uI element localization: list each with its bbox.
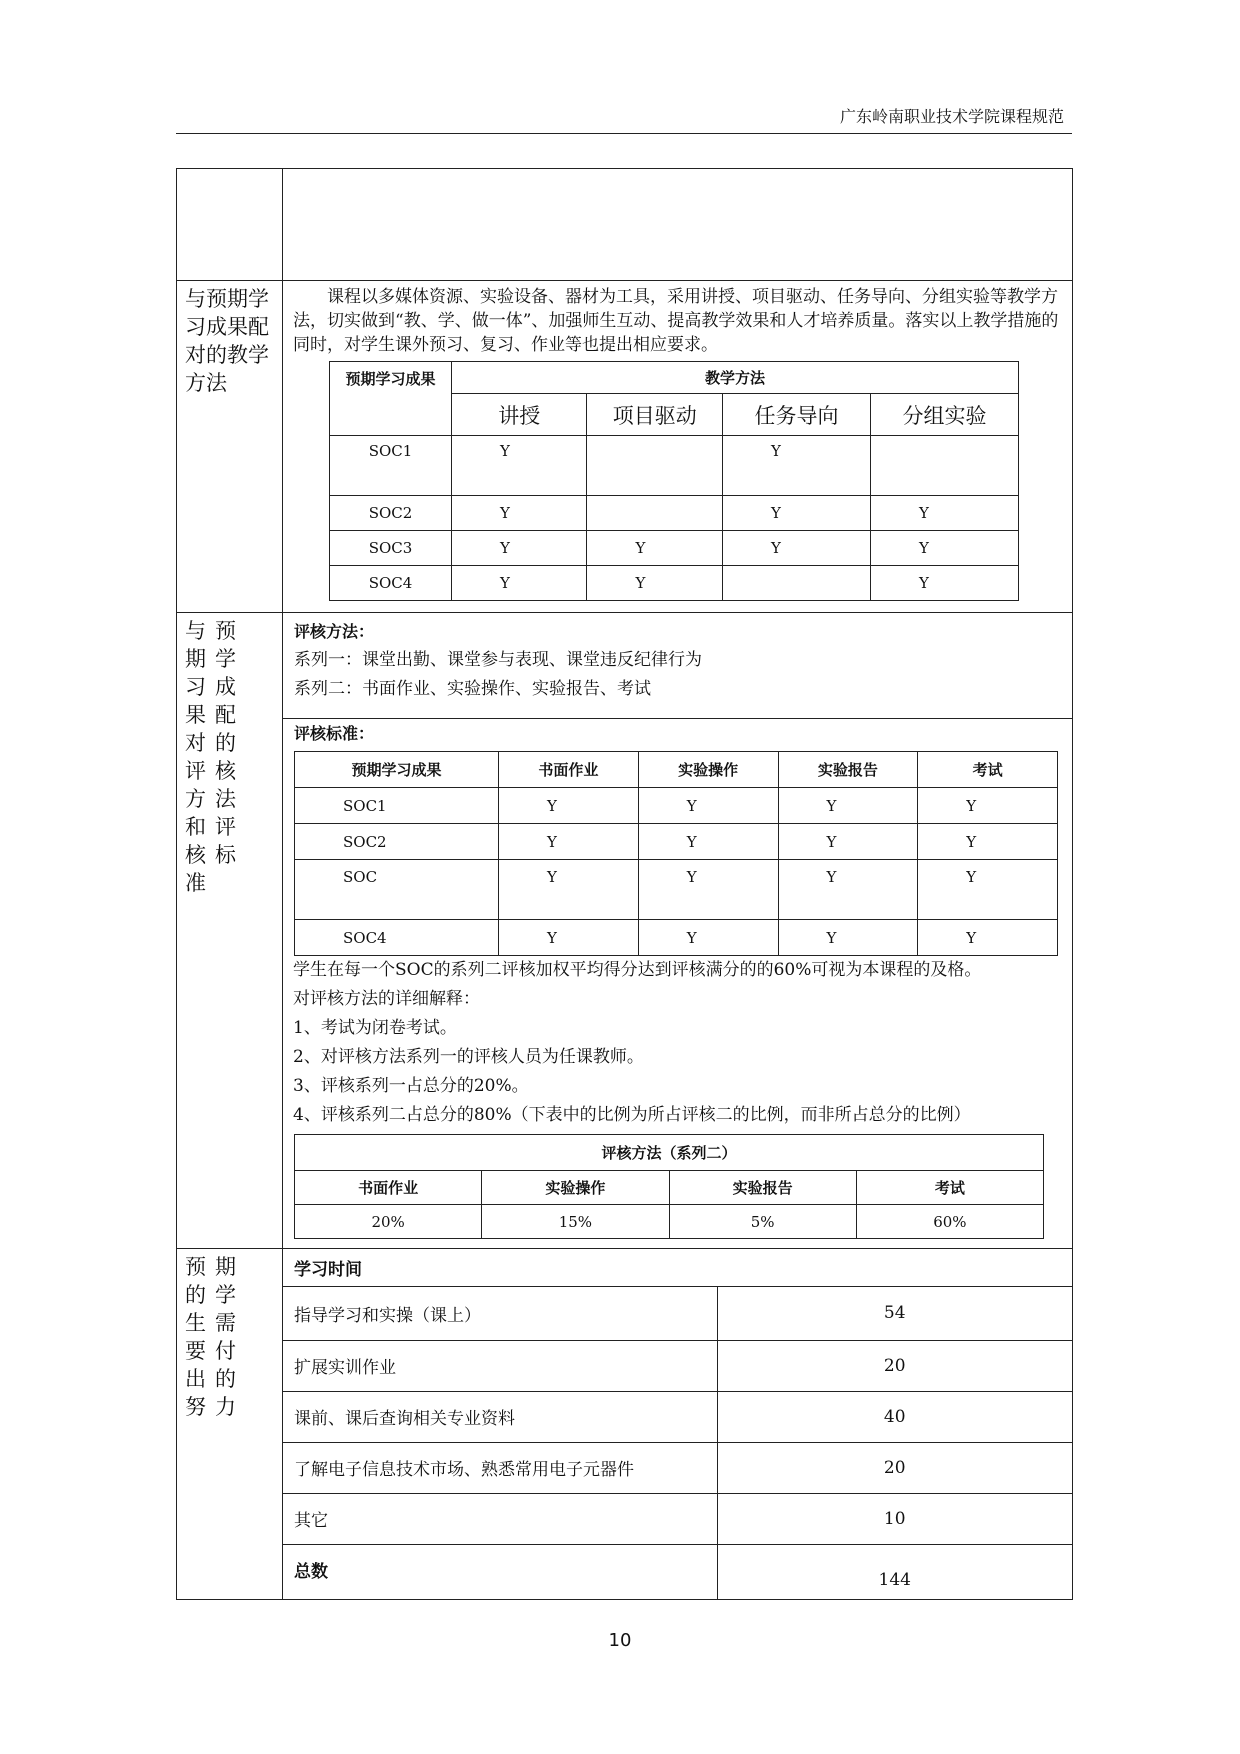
assessment-methods-row	[177, 613, 1073, 719]
soc-label: SOC1	[295, 788, 499, 824]
assessment-series-one: 系列一：课堂出勤、课堂参与表现、课堂违反纪律行为	[294, 650, 702, 670]
student-effort-label: 预期的学生需要付出的努力	[177, 1249, 283, 1600]
matrix-cell: Y	[870, 496, 1018, 531]
matrix-row	[330, 436, 1019, 496]
weight-table-title: 评核方法（系列二）	[295, 1135, 1044, 1171]
course-spec-table	[176, 168, 1073, 1600]
empty-label-cell	[177, 169, 283, 281]
method-col-header: 任务导向	[722, 394, 870, 436]
study-hours: 54	[717, 1286, 1072, 1340]
study-time-row	[283, 1391, 1072, 1442]
standard-cell: Y	[918, 860, 1058, 920]
assessment-methods-content	[283, 613, 1073, 719]
soc-label: SOC4	[330, 566, 452, 601]
assessment-note: 1、考试为闭卷考试。	[293, 1018, 457, 1038]
weight-col-header: 考试	[856, 1171, 1043, 1205]
standard-cell: Y	[778, 920, 918, 956]
standard-col-header: 实验操作	[638, 752, 778, 788]
study-time-title: 学习时间	[283, 1249, 1072, 1286]
matrix-row	[330, 496, 1019, 531]
matrix-cell: Y	[870, 566, 1018, 601]
assessment-standards-title: 评核标准：	[294, 724, 375, 743]
assessment-note: 3、评核系列一占总分的20%。	[293, 1076, 529, 1096]
assessment-series-two: 系列二：书面作业、实验操作、实验报告、考试	[294, 679, 651, 699]
matrix-cell: Y	[722, 531, 870, 566]
standard-row	[295, 824, 1058, 860]
study-item: 了解电子信息技术市场、熟悉常用电子元器件	[283, 1442, 717, 1493]
study-time-total-row	[283, 1544, 1072, 1599]
study-hours: 20	[717, 1442, 1072, 1493]
soc-label: SOC4	[295, 920, 499, 956]
matrix-cell: Y	[452, 531, 587, 566]
standard-cell: Y	[918, 788, 1058, 824]
method-col-header: 讲授	[452, 394, 587, 436]
study-item: 指导学习和实操（课上）	[283, 1286, 717, 1340]
weight-col-header: 实验报告	[669, 1171, 856, 1205]
standard-cell: Y	[778, 824, 918, 860]
student-effort-row	[177, 1249, 1073, 1600]
assessment-label: 与预期学习成果配对的评核方法和评核标准	[177, 613, 283, 1249]
weight-col-header: 书面作业	[295, 1171, 482, 1205]
standard-col-header: 书面作业	[499, 752, 639, 788]
assessment-standards-content	[283, 719, 1073, 1249]
matrix-cell: Y	[870, 531, 1018, 566]
weight-table	[294, 1134, 1044, 1239]
method-col-header: 分组实验	[870, 394, 1018, 436]
weight-value: 20%	[295, 1205, 482, 1239]
teaching-methods-matrix	[329, 361, 1019, 601]
matrix-cell: Y	[452, 436, 587, 496]
matrix-row	[330, 531, 1019, 566]
study-hours: 10	[717, 1493, 1072, 1544]
teaching-methods-paragraph: 课程以多媒体资源、实验设备、器材为工具，采用讲授、项目驱动、任务导向、分组实验等教学方法，切实做到“教、学、做一体”、加强师生互动、提高教学效果和人才培养质量。落实以上教学措施的同时，对学生课外预习、复习、作业等也提出相应要求。	[293, 287, 1059, 355]
matrix-cell: Y	[452, 496, 587, 531]
standard-cell: Y	[778, 788, 918, 824]
document-header: 广东岭南职业技术学院课程规范	[839, 107, 1064, 126]
assessment-note: 对评核方法的详细解释：	[293, 989, 480, 1009]
matrix-cell: Y	[452, 566, 587, 601]
standard-cell: Y	[638, 824, 778, 860]
matrix-cell: Y	[722, 496, 870, 531]
soc-label: SOC3	[330, 531, 452, 566]
standard-row	[295, 788, 1058, 824]
soc-label: SOC	[295, 860, 499, 920]
page-number: 10	[608, 1630, 632, 1651]
teaching-methods-content	[283, 281, 1073, 613]
soc-label: SOC1	[330, 436, 452, 496]
study-time-row	[283, 1340, 1072, 1391]
matrix-cell	[587, 436, 723, 496]
standard-row	[295, 860, 1058, 920]
standard-cell: Y	[499, 824, 639, 860]
pass-criteria-note: 学生在每一个SOC的系列二评核加权平均得分达到评核满分的的60%可视为本课程的及格。	[293, 960, 982, 980]
standard-cell: Y	[499, 920, 639, 956]
study-time-row	[283, 1286, 1072, 1340]
weight-value: 15%	[482, 1205, 669, 1239]
weight-value: 5%	[669, 1205, 856, 1239]
weight-col-header: 实验操作	[482, 1171, 669, 1205]
method-col-header: 项目驱动	[587, 394, 723, 436]
study-item: 扩展实训作业	[283, 1340, 717, 1391]
assessment-note: 4、评核系列二占总分的80%（下表中的比例为所占评核二的比例，而非所占总分的比例）	[293, 1105, 971, 1125]
matrix-corner-header: 预期学习成果	[330, 362, 452, 436]
study-total-label: 总数	[283, 1544, 717, 1599]
assessment-note: 2、对评核方法系列一的评核人员为任课教师。	[293, 1047, 644, 1067]
study-item: 课前、课后查询相关专业资料	[283, 1391, 717, 1442]
standard-cell: Y	[638, 788, 778, 824]
study-total-value: 144	[717, 1544, 1072, 1599]
standard-col-header: 实验报告	[778, 752, 918, 788]
study-time-table	[283, 1249, 1072, 1599]
study-hours: 20	[717, 1340, 1072, 1391]
study-item: 其它	[283, 1493, 717, 1544]
student-effort-content	[283, 1249, 1073, 1600]
matrix-group-header: 教学方法	[452, 362, 1019, 394]
standard-row	[295, 920, 1058, 956]
soc-label: SOC2	[330, 496, 452, 531]
matrix-cell	[587, 496, 723, 531]
matrix-cell	[870, 436, 1018, 496]
standard-cell: Y	[499, 860, 639, 920]
assessment-standards-row	[177, 719, 1073, 1249]
study-time-row	[283, 1493, 1072, 1544]
matrix-row	[330, 566, 1019, 601]
standard-cell: Y	[638, 920, 778, 956]
study-hours: 40	[717, 1391, 1072, 1442]
header-rule	[176, 133, 1072, 134]
continuation-row	[177, 169, 1073, 281]
matrix-cell: Y	[587, 566, 723, 601]
standard-cell: Y	[638, 860, 778, 920]
matrix-cell: Y	[722, 436, 870, 496]
standard-cell: Y	[918, 920, 1058, 956]
standard-col-header: 预期学习成果	[295, 752, 499, 788]
assessment-standards-table	[294, 751, 1058, 956]
standard-col-header: 考试	[918, 752, 1058, 788]
matrix-cell	[722, 566, 870, 601]
teaching-methods-label: 与预期学习成果配对的教学方法	[177, 281, 283, 613]
soc-label: SOC2	[295, 824, 499, 860]
matrix-cell: Y	[587, 531, 723, 566]
weight-value: 60%	[856, 1205, 1043, 1239]
standard-cell: Y	[918, 824, 1058, 860]
teaching-methods-row	[177, 281, 1073, 613]
study-time-row	[283, 1442, 1072, 1493]
standard-cell: Y	[499, 788, 639, 824]
standard-cell: Y	[778, 860, 918, 920]
assessment-methods-title: 评核方法：	[294, 622, 375, 641]
empty-content-cell	[283, 169, 1073, 281]
